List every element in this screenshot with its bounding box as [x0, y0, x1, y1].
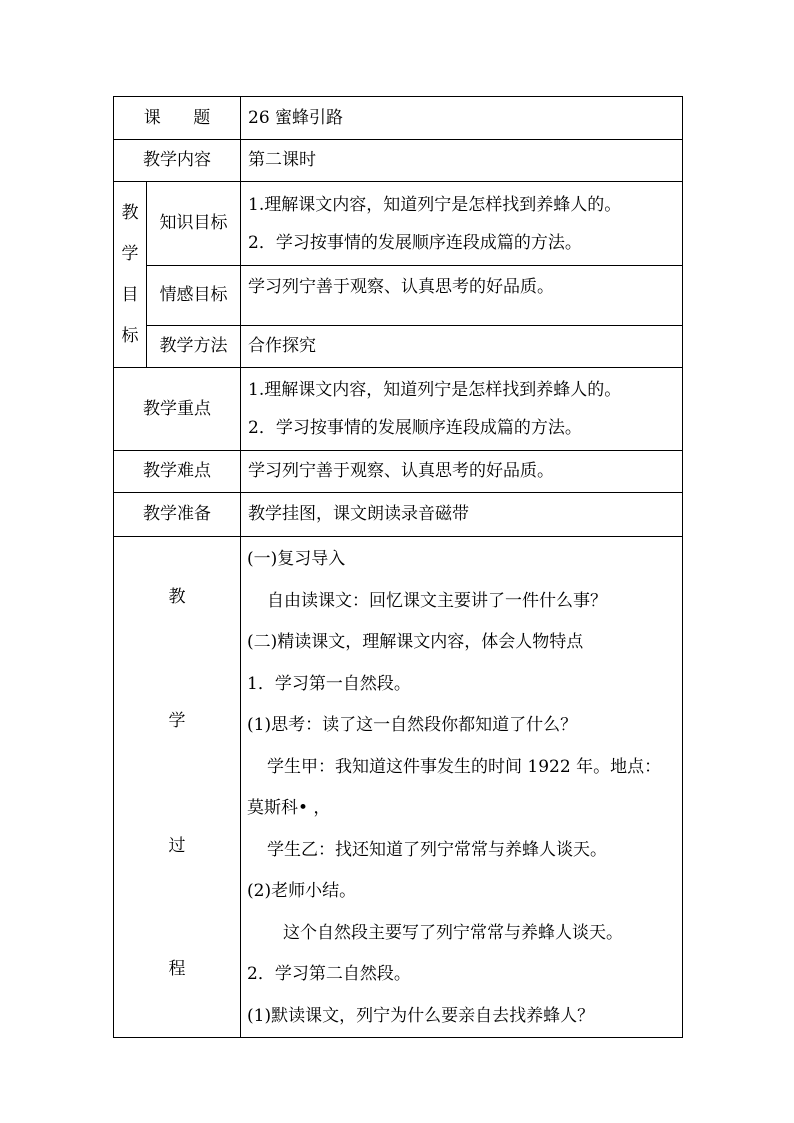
process-line: (1)思考：读了这一自然段你都知道了什么？: [247, 715, 578, 735]
difficulty-value: 学习列宁善于观察、认真思考的好品质。: [241, 451, 683, 493]
key-point-line: 2．学习按事情的发展顺序连段成篇的方法。: [248, 418, 582, 438]
process-content: [241, 537, 683, 1038]
objectives-vertical-label: [114, 182, 147, 368]
process-label-char: 教: [168, 587, 186, 607]
method-value: 合作探究: [241, 326, 683, 368]
knowledge-content: [241, 182, 683, 266]
process-line: 学生甲：我知道这件事发生的时间 1922 年。地点：: [267, 756, 662, 777]
objectives-char: 学: [121, 243, 139, 264]
emotion-value: 学习列宁善于观察、认真思考的好品质。: [241, 266, 683, 326]
method-row: [114, 326, 683, 368]
process-line: (2)老师小结。: [247, 881, 357, 901]
content-row: [114, 140, 683, 182]
topic-value: 26 蜜蜂引路: [241, 97, 683, 140]
key-points-content: [241, 368, 683, 451]
preparation-value: 教学挂图，课文朗读录音磁带: [241, 493, 683, 537]
objectives-char: 教: [121, 202, 139, 223]
topic-label: 课 题: [114, 97, 241, 140]
method-label: 教学方法: [147, 326, 241, 368]
process-label-char: 过: [168, 836, 186, 856]
process-line: (二)精读课文，理解课文内容，体会人物特点: [247, 632, 584, 652]
process-line: 自由读课文：回忆课文主要讲了一件什么事？: [267, 590, 607, 611]
process-line: (1)默读课文，列宁为什么要亲自去找养蜂人？: [247, 1005, 595, 1026]
knowledge-label: 知识目标: [147, 182, 241, 266]
content-value: 第二课时: [241, 140, 683, 182]
knowledge-line: 1.理解课文内容，知道列宁是怎样找到养蜂人的。: [248, 194, 622, 215]
key-points-row: [114, 368, 683, 451]
content-label: 教学内容: [114, 140, 241, 182]
process-line: 1．学习第一自然段。: [247, 673, 411, 694]
process-row: [114, 537, 683, 1038]
process-label-char: 学: [168, 711, 186, 731]
key-point-line: 1.理解课文内容，知道列宁是怎样找到养蜂人的。: [248, 380, 622, 400]
process-line: 莫斯科• ，: [247, 798, 331, 818]
difficulty-label: 教学难点: [114, 451, 241, 493]
key-points-label: 教学重点: [114, 368, 241, 451]
lesson-plan-table: [113, 96, 683, 1038]
topic-row: [114, 97, 683, 140]
knowledge-line: 2．学习按事情的发展顺序连段成篇的方法。: [248, 232, 582, 253]
emotion-label: 情感目标: [147, 266, 241, 326]
objectives-char: 目: [121, 284, 139, 305]
process-line: 学生乙：找还知道了列宁常常与养蜂人谈天。: [267, 839, 607, 860]
knowledge-row: [114, 182, 683, 266]
process-label: [114, 537, 241, 1038]
process-line: 2．学习第二自然段。: [247, 964, 411, 984]
objectives-char: 标: [121, 325, 139, 346]
emotion-row: [114, 266, 683, 326]
process-label-char: 程: [168, 959, 186, 979]
preparation-row: [114, 493, 683, 537]
preparation-label: 教学准备: [114, 493, 241, 537]
process-line: 这个自然段主要写了列宁常常与养蜂人谈天。: [283, 922, 623, 943]
process-line: (一)复习导入: [247, 549, 346, 569]
difficulty-row: [114, 451, 683, 493]
